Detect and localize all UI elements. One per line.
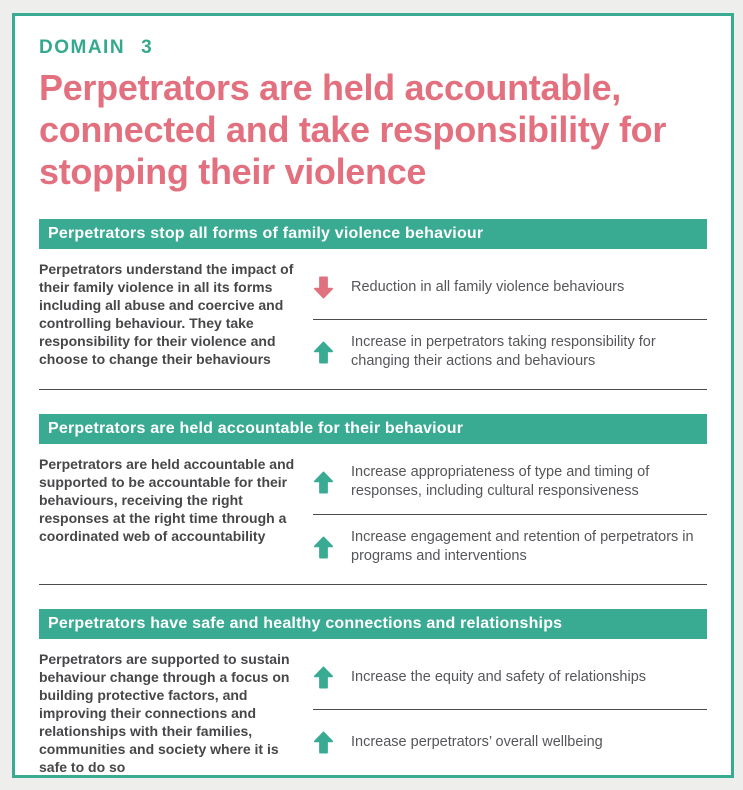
indicator-text: Increase engagement and retention of perpetrators in programs and interventions <box>351 529 694 564</box>
indicator-text: Increase in perpetrators taking responsibility for changing their actions and behaviours <box>351 334 656 369</box>
section-header-bar: Perpetrators stop all forms of family violence behaviour <box>39 219 707 249</box>
indicator-divider <box>313 709 707 710</box>
indicator-list <box>313 260 707 379</box>
indicator-item <box>313 650 707 704</box>
section-description: Perpetrators are held accountable and supported to be accountable for their behaviours, receiving the right responses at the right time through a coordinated web of accountability <box>39 456 295 544</box>
indicator-list <box>313 650 707 769</box>
indicator-text: Increase perpetrators’ overall wellbeing <box>351 733 603 750</box>
indicator-item <box>313 325 707 379</box>
indicator-list <box>313 455 707 574</box>
section-body <box>39 455 707 574</box>
indicator-text: Reduction in all family violence behaviours <box>351 278 625 295</box>
section-divider <box>39 584 707 585</box>
domain-label: DOMAIN <box>39 37 126 58</box>
section-description: Perpetrators are supported to sustain behaviour change through a focus on building protective factors, and improving their connections and relationships with their families, communities and society where it is safe to do so <box>39 651 290 775</box>
page-title: Perpetrators are held accountable, connected and take responsibility for stopping their violence <box>39 67 667 192</box>
domain-label-row <box>39 36 707 60</box>
section-description: Perpetrators understand the impact of their family violence in all its forms including all abuse and coercive and controlling behaviour. They take responsibility for their violence and choose to change their behaviours <box>39 261 294 367</box>
domain-number: 3 <box>141 37 152 58</box>
up-arrow-icon <box>313 666 334 689</box>
section-header-bar: Perpetrators are held accountable for their behaviour <box>39 414 707 444</box>
section-stop-violence <box>39 219 707 390</box>
down-arrow-icon <box>313 276 334 299</box>
indicator-item <box>313 520 707 574</box>
section-body <box>39 260 707 379</box>
section-held-accountable <box>39 414 707 585</box>
indicator-item <box>313 715 707 769</box>
indicator-item <box>313 455 707 509</box>
section-divider <box>39 389 707 390</box>
indicator-divider <box>313 514 707 515</box>
indicator-text: Increase the equity and safety of relationships <box>351 668 647 685</box>
indicator-text: Increase appropriateness of type and timing of responses, including cultural responsiveness <box>351 464 650 499</box>
up-arrow-icon <box>313 536 334 559</box>
document-card <box>12 13 734 778</box>
section-body <box>39 650 707 776</box>
up-arrow-icon <box>313 471 334 494</box>
section-header-bar: Perpetrators have safe and healthy connections and relationships <box>39 609 707 639</box>
up-arrow-icon <box>313 341 334 364</box>
indicator-divider <box>313 319 707 320</box>
up-arrow-icon <box>313 731 334 754</box>
indicator-item <box>313 260 707 314</box>
section-connections <box>39 609 707 776</box>
